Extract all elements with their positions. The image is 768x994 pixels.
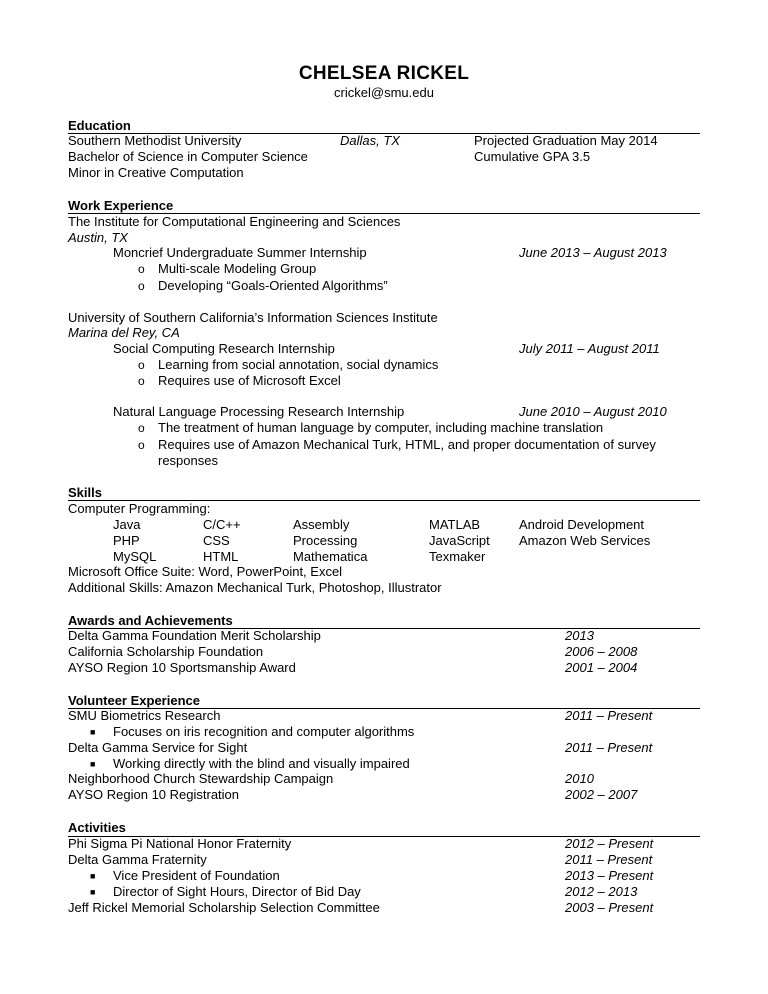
volunteer-detail: Working directly with the blind and visually impaired — [113, 756, 410, 771]
volunteer-detail: Focuses on iris recognition and computer algorithms — [113, 724, 415, 739]
activity-date: 2013 – Present — [565, 868, 654, 883]
square-bullet-icon: ■ — [90, 887, 96, 897]
school-location: Dallas, TX — [340, 133, 400, 148]
skills-heading: Skills — [68, 485, 102, 500]
activities-heading: Activities — [68, 820, 126, 835]
skill-item: HTML — [203, 549, 239, 564]
circle-bullet-icon: o — [138, 374, 145, 388]
minor: Minor in Creative Computation — [68, 165, 244, 180]
volunteer-date: 2011 – Present — [565, 740, 653, 755]
circle-bullet-icon: o — [138, 358, 145, 372]
candidate-name: CHELSEA RICKEL — [298, 63, 470, 84]
work-role-2: Social Computing Research Internship — [113, 341, 335, 356]
activity-date: 2012 – 2013 — [565, 884, 638, 899]
education-heading: Education — [68, 118, 131, 133]
activity-detail: Vice President of Foundation — [113, 868, 280, 883]
circle-bullet-icon: o — [138, 279, 145, 293]
activity-detail: Director of Sight Hours, Director of Bid Day — [113, 884, 361, 899]
volunteer-item: Delta Gamma Service for Sight — [68, 740, 248, 755]
work-location-2: Marina del Rey, CA — [68, 325, 180, 340]
work-role-1: Moncrief Undergraduate Summer Internship — [113, 245, 367, 260]
work-date-1: June 2013 – August 2013 — [519, 245, 667, 260]
skill-item: JavaScript — [429, 533, 490, 548]
skill-item: Processing — [293, 533, 358, 548]
additional-skills: Additional Skills: Amazon Mechanical Turk, Photoshop, Illustrator — [68, 580, 442, 595]
work-role-3-item-continued: responses — [158, 453, 218, 468]
square-bullet-icon: ■ — [90, 871, 96, 881]
activity-item: Jeff Rickel Memorial Scholarship Selection Committee — [68, 900, 380, 915]
circle-bullet-icon: o — [138, 438, 145, 452]
skill-item: CSS — [203, 533, 230, 548]
skill-item: Amazon Web Services — [519, 533, 651, 548]
award-name: Delta Gamma Foundation Merit Scholarship — [68, 628, 321, 643]
skill-item: Java — [113, 517, 141, 532]
skill-item: C/C++ — [203, 517, 241, 532]
skill-item: Mathematica — [293, 549, 368, 564]
work-role-3: Natural Language Processing Research Internship — [113, 404, 405, 419]
office-skills: Microsoft Office Suite: Word, PowerPoint, Excel — [68, 564, 343, 579]
award-name: California Scholarship Foundation — [68, 644, 264, 659]
work-date-2: July 2011 – August 2011 — [519, 341, 660, 356]
activity-item: Delta Gamma Fraternity — [68, 852, 207, 867]
skill-item: PHP — [113, 533, 140, 548]
school-name: Southern Methodist University — [68, 133, 242, 148]
circle-bullet-icon: o — [138, 262, 145, 276]
award-date: 2001 – 2004 — [565, 660, 638, 675]
activity-date: 2011 – Present — [565, 852, 653, 867]
volunteer-date: 2002 – 2007 — [565, 787, 638, 802]
work-role-1-item: Multi-scale Modeling Group — [158, 261, 317, 276]
circle-bullet-icon: o — [138, 421, 145, 435]
work-role-3-item: The treatment of human language by computer, including machine translation — [158, 420, 604, 435]
volunteer-item: Neighborhood Church Stewardship Campaign — [68, 771, 334, 786]
skill-item: Android Development — [519, 517, 645, 532]
work-heading: Work Experience — [68, 198, 174, 213]
volunteer-date: 2010 — [565, 771, 594, 786]
volunteer-heading: Volunteer Experience — [68, 693, 200, 708]
volunteer-item: SMU Biometrics Research — [68, 708, 221, 723]
award-date: 2013 — [565, 628, 594, 643]
volunteer-date: 2011 – Present — [565, 708, 653, 723]
work-org-2: University of Southern California’s Information Sciences Institute — [68, 310, 438, 325]
candidate-email: crickel@smu.edu — [334, 85, 434, 100]
skill-item: MySQL — [113, 549, 157, 564]
work-role-2-item: Learning from social annotation, social dynamics — [158, 357, 439, 372]
graduation-date: Projected Graduation May 2014 — [474, 133, 658, 148]
work-role-2-item: Requires use of Microsoft Excel — [158, 373, 341, 388]
award-date: 2006 – 2008 — [565, 644, 638, 659]
work-location-1: Austin, TX — [68, 230, 128, 245]
degree: Bachelor of Science in Computer Science — [68, 149, 308, 164]
activity-date: 2003 – Present — [565, 900, 654, 915]
award-name: AYSO Region 10 Sportsmanship Award — [68, 660, 296, 675]
square-bullet-icon: ■ — [90, 759, 96, 769]
work-role-1-item: Developing “Goals-Oriented Algorithms” — [158, 278, 388, 293]
work-org-1: The Institute for Computational Engineering and Sciences — [68, 214, 401, 229]
square-bullet-icon: ■ — [90, 727, 96, 737]
volunteer-item: AYSO Region 10 Registration — [68, 787, 240, 802]
skill-item: Texmaker — [429, 549, 486, 564]
work-role-3-item: Requires use of Amazon Mechanical Turk, HTML, and proper documentation of survey — [158, 437, 656, 452]
awards-heading: Awards and Achievements — [68, 613, 233, 628]
work-date-3: June 2010 – August 2010 — [519, 404, 667, 419]
activity-item: Phi Sigma Pi National Honor Fraternity — [68, 836, 292, 851]
skill-item: MATLAB — [429, 517, 481, 532]
activity-date: 2012 – Present — [565, 836, 654, 851]
skill-item: Assembly — [293, 517, 350, 532]
gpa: Cumulative GPA 3.5 — [474, 149, 591, 164]
programming-label: Computer Programming: — [68, 501, 211, 516]
